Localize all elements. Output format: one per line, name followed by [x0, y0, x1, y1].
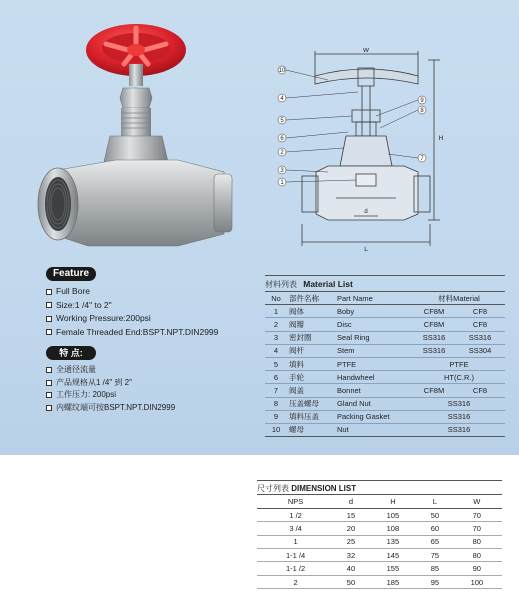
material-header-row [265, 292, 505, 305]
table-row [265, 384, 505, 397]
feature-item-cn [46, 389, 175, 402]
cell-no: 1 [273, 306, 279, 316]
cell-no: 7 [273, 385, 279, 395]
feature-item-cn [46, 377, 175, 390]
cell-part-en: Boby [337, 306, 355, 316]
table-row [257, 522, 502, 535]
cell-material: PTFE [449, 359, 469, 369]
cell-part-cn: 压盖螺母 [289, 399, 319, 409]
table-row [265, 397, 505, 410]
cell-material-1: CF8M [423, 385, 445, 395]
cell-no: 9 [273, 412, 279, 422]
cell-h: 108 [386, 523, 400, 533]
callout-5: 5 [280, 118, 284, 124]
table-row [265, 344, 505, 357]
feature-item-cn [46, 364, 175, 377]
cell-material: SS316 [447, 399, 471, 409]
cell-material-1: CF8M [423, 319, 445, 329]
cell-l: 65 [430, 537, 440, 547]
feature-item [46, 285, 218, 299]
cell-part-cn: 阀盖 [289, 385, 304, 395]
feature-list-cn [46, 364, 175, 414]
material-title-en: Material List [303, 279, 353, 289]
cell-nps: 2 [293, 577, 298, 587]
cell-part-en: Nut [337, 425, 349, 435]
dimension-table [257, 495, 502, 589]
feature-item-cn [46, 402, 175, 415]
cell-no: 6 [273, 372, 279, 382]
cell-part-cn: 阀体 [289, 306, 304, 316]
cell-no: 4 [273, 346, 279, 356]
cell-part-cn: 阀杆 [289, 346, 304, 356]
feature-item [46, 299, 218, 313]
cell-d: 15 [346, 510, 356, 520]
cell-material-1: CF8M [423, 306, 445, 316]
cell-w: 70 [472, 510, 481, 520]
cell-l: 50 [430, 510, 440, 520]
table-row [265, 305, 505, 318]
cell-part-en: Gland Nut [337, 399, 371, 409]
cell-d: 25 [346, 537, 356, 547]
cell-l: 95 [430, 577, 440, 587]
callout-6: 6 [280, 136, 284, 142]
material-title-cn: 材料列表 [265, 280, 297, 289]
header-part-cn: 部件名称 [289, 293, 319, 303]
cell-part-en: Seal Ring [337, 333, 370, 343]
checkbox-icon [46, 380, 52, 386]
feature-text: Size:1 /4" to 2" [56, 299, 112, 310]
material-list [265, 275, 505, 437]
callout-8: 8 [420, 108, 424, 114]
callout-1: 1 [280, 180, 284, 186]
cell-no: 8 [273, 399, 279, 409]
checkbox-icon [46, 316, 52, 322]
dim-label-d: d [364, 209, 368, 215]
dimension-list-title [257, 480, 502, 495]
checkbox-icon [46, 289, 52, 295]
cell-w: 80 [472, 537, 481, 547]
table-row [257, 549, 502, 562]
cell-material-2: SS304 [468, 346, 492, 356]
cell-part-cn: 填料 [289, 359, 304, 369]
table-row [265, 371, 505, 384]
cell-w: 80 [472, 550, 481, 560]
cell-no: 3 [273, 333, 279, 343]
cell-part-en: Handwheel [337, 372, 375, 382]
dim-label-l: L [364, 246, 368, 253]
cell-material-2: CF8 [472, 306, 488, 316]
cell-part-en: Packing Gasket [337, 412, 390, 422]
cell-h: 185 [386, 577, 400, 587]
feature-text-cn: 工作压力: 200psi [56, 390, 117, 399]
cell-l: 75 [430, 550, 440, 560]
feature-text: Female Threaded End:BSPT.NPT.DIN2999 [56, 326, 219, 337]
cell-nps: 3 /4 [289, 523, 302, 533]
table-row [265, 357, 505, 370]
feature-text-cn: 内螺纹端可按BSPT.NPT.DIN2999 [56, 402, 176, 412]
cell-l: 60 [430, 523, 440, 533]
checkbox-icon [46, 392, 52, 398]
header-no: No [271, 293, 281, 303]
cell-part-cn: 螺母 [289, 425, 304, 435]
cell-material-1: SS316 [422, 333, 446, 343]
checkbox-icon [46, 367, 52, 373]
cell-part-en: Bonnet [337, 385, 361, 395]
dim-label-w: W [362, 48, 370, 54]
cell-material-2: CF8 [472, 385, 488, 395]
table-row [265, 410, 505, 423]
cell-material: SS316 [447, 412, 471, 422]
feature-badge-cn: 特 点: [46, 346, 96, 360]
cell-part-cn: 密封圈 [289, 333, 312, 343]
feature-text-cn: 全通径流量 [56, 365, 96, 374]
cell-material-2: CF8 [472, 319, 488, 329]
table-row [265, 423, 505, 436]
dimension-title-en: DIMENSION LIST [291, 484, 357, 493]
dimension-title-cn: 尺寸列表 [257, 484, 289, 493]
header-part-en: Part Name [337, 293, 373, 303]
cell-nps: 1 [293, 537, 298, 547]
checkbox-icon [46, 302, 52, 308]
cell-material-1: SS316 [422, 346, 446, 356]
cell-l: 85 [430, 564, 440, 574]
callout-2: 2 [280, 150, 284, 156]
table-row [265, 331, 505, 344]
callout-9: 9 [420, 98, 424, 104]
cell-no: 10 [271, 425, 281, 435]
header-material: 材料Material [438, 293, 480, 303]
feature-item [46, 312, 218, 326]
callout-7: 7 [420, 156, 424, 162]
header-nps: NPS [287, 496, 304, 506]
checkbox-icon [46, 329, 52, 335]
material-list-title [265, 275, 505, 291]
cell-part-cn: 填料压盖 [289, 412, 319, 422]
header-d: d [348, 496, 354, 506]
cell-part-cn: 阀瓣 [289, 319, 304, 329]
cell-d: 40 [346, 564, 356, 574]
table-row [257, 508, 502, 521]
material-table [265, 291, 505, 437]
cell-d: 20 [346, 523, 356, 533]
cell-part-en: PTFE [337, 359, 357, 369]
callout-4: 4 [280, 96, 284, 102]
cell-w: 70 [472, 523, 481, 533]
cell-h: 105 [386, 510, 400, 520]
callout-10: 10 [278, 68, 286, 74]
table-row [257, 575, 502, 588]
feature-text: Full Bore [56, 286, 91, 296]
feature-item [46, 326, 218, 340]
callout-3: 3 [280, 168, 284, 174]
cell-d: 32 [346, 550, 356, 560]
cell-nps: 1 /2 [289, 510, 302, 520]
cell-no: 2 [273, 319, 279, 329]
header-l: L [432, 496, 437, 506]
table-row [265, 318, 505, 331]
valve-section-drawing [268, 48, 448, 258]
feature-text-cn: 产品规格从1 /4" 到 2" [56, 377, 132, 387]
dimension-header-row [257, 495, 502, 508]
feature-badge: Feature [46, 267, 96, 281]
cell-w: 90 [472, 564, 481, 574]
cell-part-cn: 手轮 [289, 372, 304, 382]
cell-material: SS316 [447, 425, 471, 435]
valve-photo [28, 10, 243, 260]
cell-h: 145 [386, 550, 400, 560]
dim-label-h: H [438, 135, 444, 142]
cell-nps: 1-1 /2 [285, 564, 306, 574]
cell-material-2: SS316 [468, 333, 492, 343]
cell-part-en: Disc [337, 319, 352, 329]
cell-w: 100 [470, 577, 484, 587]
cell-no: 5 [273, 359, 279, 369]
feature-text: Working Pressure:200psi [56, 313, 151, 323]
cell-material: HT(C.R.) [444, 372, 474, 382]
header-w: W [473, 496, 481, 506]
table-row [257, 535, 502, 548]
cell-h: 155 [386, 564, 400, 574]
table-row [257, 562, 502, 575]
cell-nps: 1-1 /4 [285, 550, 306, 560]
cell-part-en: Stem [337, 346, 355, 356]
cell-h: 135 [386, 537, 400, 547]
checkbox-icon [46, 405, 52, 411]
feature-list [46, 285, 218, 339]
dimension-list [257, 480, 502, 589]
cell-d: 50 [346, 577, 356, 587]
header-h: H [390, 496, 396, 506]
